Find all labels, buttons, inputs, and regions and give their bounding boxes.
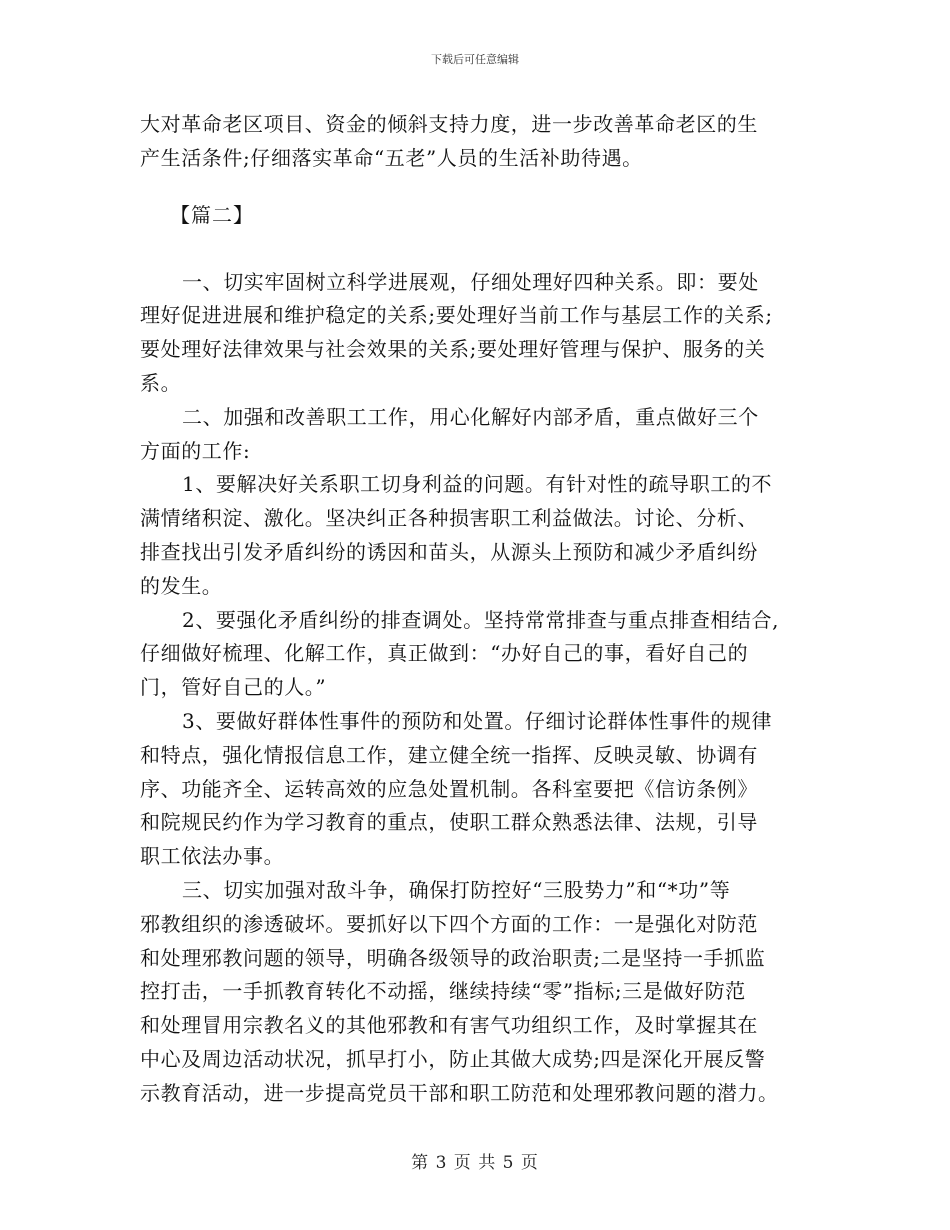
paragraph-line: 序、功能齐全、运转高效的应急处置机制。各科室要把《信访条例》	[140, 776, 758, 801]
paragraph-line: 和处理邪教问题的领导，明确各级领导的政治职责;二是坚持一手抓监	[140, 945, 766, 970]
paragraph-line: 方面的工作:	[140, 438, 251, 463]
paragraph-line: 2、要强化矛盾纠纷的排查调处。坚持常常排查与重点排查相结合,	[182, 607, 780, 632]
paragraph-line: 3、要做好群体性事件的预防和处置。仔细讨论群体性事件的规律	[182, 708, 773, 733]
paragraph-line: 仔细做好梳理、化解工作，真正做到：“办好自己的事，看好自己的	[140, 641, 749, 666]
paragraph-line: 大对革命老区项目、资金的倾斜支持力度，进一步改善革命老区的生	[140, 112, 758, 136]
section-title: 【篇二】	[170, 202, 254, 227]
page-header-note: 下载后可任意编辑	[431, 53, 519, 66]
paragraph-line: 排查找出引发矛盾纠纷的诱因和苗头，从源头上预防和减少矛盾纠纷	[140, 539, 758, 564]
paragraph-line: 二、加强和改善职工工作，用心化解好内部矛盾，重点做好三个	[182, 404, 759, 429]
paragraph-line: 控打击，一手抓教育转化不动摇，继续持续“零”指标;三是做好防范	[140, 979, 746, 1004]
paragraph-line: 系。	[140, 370, 182, 395]
document-body	[140, 108, 820, 1111]
paragraph-line: 1、要解决好关系职工切身利益的问题。有针对性的疏导职工的不	[182, 472, 773, 497]
paragraph-line: 和院规民约作为学习教育的重点，使职工群众熟悉法律、法规，引导	[140, 810, 758, 835]
paragraph-line: 门，管好自己的人。”	[140, 675, 327, 700]
paragraph-line: 三、切实加强对敌斗争，确保打防控好“三股势力”和“*功”等	[182, 877, 731, 902]
paragraph-line: 邪教组织的渗透破坏。要抓好以下四个方面的工作：一是强化对防范	[140, 911, 758, 936]
paragraph-line: 产生活条件;仔细落实革命“五老”人员的生活补助待遇。	[140, 145, 643, 170]
paragraph-line: 中心及周边活动状况，抓早打小，防止其做大成势;四是深化开展反警	[140, 1046, 766, 1071]
page-number-footer: 第 3 页 共 5 页	[411, 1153, 539, 1173]
paragraph-line: 满情绪积淀、激化。坚决纠正各种损害职工利益做法。讨论、分析、	[140, 506, 758, 531]
paragraph-line: 示教育活动，进一步提高党员干部和职工防范和处理邪教问题的潜力。	[140, 1080, 779, 1105]
paragraph-line: 和特点，强化情报信息工作，建立健全统一指挥、反映灵敏、协调有	[140, 742, 758, 767]
paragraph-line: 和处理冒用宗教名义的其他邪教和有害气功组织工作，及时掌握其在	[140, 1013, 758, 1038]
paragraph-line: 职工依法办事。	[140, 844, 285, 869]
paragraph-line: 理好促进进展和维护稳定的关系;要处理好当前工作与基层工作的关系;	[140, 303, 773, 328]
paragraph-line: 一、切实牢固树立科学进展观，仔细处理好四种关系。即：要处	[182, 269, 759, 294]
paragraph-line: 要处理好法律效果与社会效果的关系;要处理好管理与保护、服务的关	[140, 337, 766, 362]
paragraph-line: 的发生。	[140, 573, 223, 598]
